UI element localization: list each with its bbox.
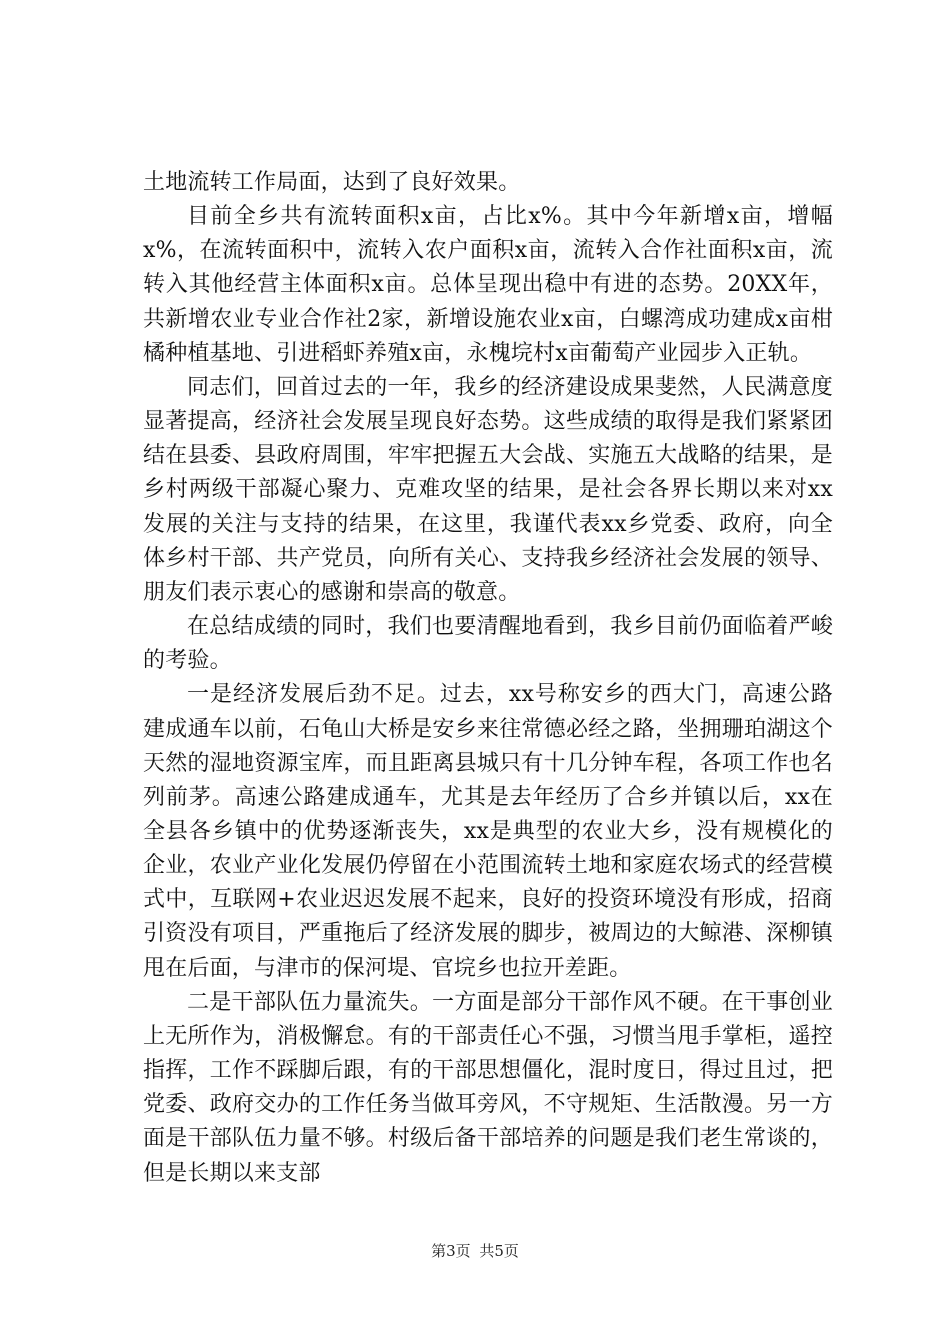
page-footer [0,1241,950,1261]
page-number: 第3页 [431,1242,471,1260]
paragraph: 目前全乡共有流转面积x亩，占比x%。其中今年新增x亩，增幅x%，在流转面积中，流转入农户面积x亩，流转入合作社面积x亩，流转入其他经营主体面积x亩。总体呈现出稳中有进的态势。20XX年，共新增农业专业合作社2家，新增设施农业x亩，白螺湾成功建成x亩柑橘种植基地、引进稻虾养殖x亩，永槐垸村x亩葡萄产业园步入正轨。 [143,204,833,366]
paragraph: 同志们，回首过去的一年，我乡的经济建设成果斐然，人民满意度显著提高，经济社会发展呈现良好态势。这些成绩的取得是我们紧紧团结在县委、县政府周围，牢牢把握五大会战、实施五大战略的结果，是乡村两级干部凝心聚力、克难攻坚的结果，是社会各界长期以来对xx发展的关注与支持的结果，在这里，我谨代表xx乡党委、政府，向全体乡村干部、共产党员，向所有关心、支持我乡经济社会发展的领导、朋友们表示衷心的感谢和崇高的敬意。 [143,374,833,605]
page-total: 共5页 [479,1242,519,1260]
paragraph: 土地流转工作局面，达到了良好效果。 [143,170,521,195]
document-body [143,166,833,1191]
paragraph: 在总结成绩的同时，我们也要清醒地看到，我乡目前仍面临着严峻的考验。 [143,614,833,674]
paragraph: 二是干部队伍力量流失。一方面是部分干部作风不硬。在干事创业上无所作为，消极懈怠。有的干部责任心不强，习惯当甩手掌柜，遥控指挥，工作不踩脚后跟，有的干部思想僵化，混时度日，得过且过，把党委、政府交办的工作任务当做耳旁风，不守规矩、生活散漫。另一方面是干部队伍力量不够。村级后备干部培养的问题是我们老生常谈的，但是长期以来支部 [143,989,833,1186]
paragraph: 一是经济发展后劲不足。过去，xx号称安乡的西大门，高速公路建成通车以前，石龟山大桥是安乡来往常德必经之路，坐拥珊珀湖这个天然的湿地资源宝库，而且距离县城只有十几分钟车程，各项工作也名列前茅。高速公路建成通车，尤其是去年经历了合乡并镇以后，xx在全县各乡镇中的优势逐渐丧失，xx是典型的农业大乡，没有规模化的企业，农业产业化发展仍停留在小范围流转土地和家庭农场式的经营模式中，互联网+农业迟迟发展不起来，良好的投资环境没有形成，招商引资没有项目，严重拖后了经济发展的脚步，被周边的大鲸港、深柳镇甩在后面，与津市的保河堤、官垸乡也拉开差距。 [143,682,833,981]
